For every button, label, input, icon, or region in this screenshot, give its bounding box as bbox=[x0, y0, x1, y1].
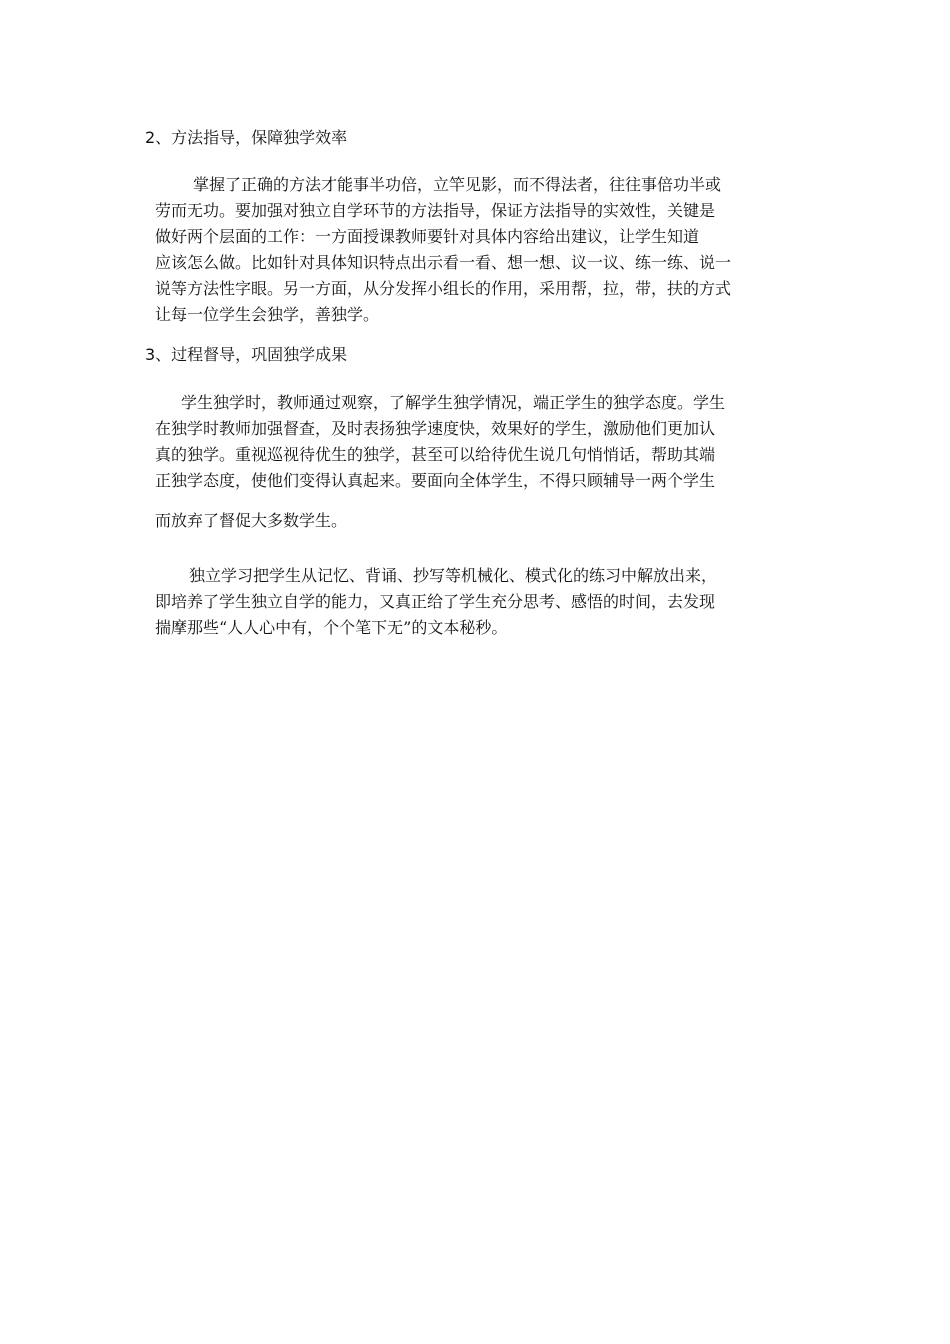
paragraph-line: 学生独学时，教师通过观察，了解学生独学情况，端正学生的独学态度。学生 bbox=[181, 393, 726, 412]
paragraph-line: 正独学态度，使他们变得认真起来。要面向全体学生，不得只顾辅导一两个学生 bbox=[155, 471, 716, 490]
paragraph-line: 做好两个层面的工作：一方面授课教师要针对具体内容给出建议，让学生知道 bbox=[155, 227, 700, 246]
paragraph-method-guidance bbox=[155, 172, 815, 328]
paragraph-line: 说等方法性字眼。另一方面，从分发挥小组长的作用，采用帮，拉，带，扶的方式 bbox=[155, 279, 732, 298]
paragraph-line: 独立学习把学生从记忆、背诵、抄写等机械化、模式化的练习中解放出来， bbox=[189, 566, 718, 585]
paragraph-line: 让每一位学生会独学，善独学。 bbox=[155, 305, 380, 324]
paragraph-line: 而放弃了督促大多数学生。 bbox=[155, 511, 348, 530]
section-heading-method-guidance: 2、方法指导，保障独学效率 bbox=[145, 128, 348, 147]
paragraph-line: 即培养了学生独立自学的能力，又真正给了学生充分思考、感悟的时间，去发现 bbox=[155, 592, 716, 611]
paragraph-process-supervision bbox=[155, 390, 815, 534]
section-heading-process-supervision: 3、过程督导，巩固独学成果 bbox=[145, 345, 348, 364]
paragraph-line: 真的独学。重视巡视待优生的独学，甚至可以给待优生说几句悄悄话，帮助其端 bbox=[155, 445, 716, 464]
paragraph-line: 在独学时教师加强督查，及时表扬独学速度快，效果好的学生，激励他们更加认 bbox=[155, 419, 716, 438]
paragraph-line: 揣摩那些“人人心中有，个个笔下无”的文本秘秒。 bbox=[155, 618, 508, 637]
paragraph-line: 掌握了正确的方法才能事半功倍，立竿见影，而不得法者，往往事倍功半或 bbox=[193, 175, 722, 194]
paragraph-line: 劳而无功。要加强对独立自学环节的方法指导，保证方法指导的实效性，关键是 bbox=[155, 201, 716, 220]
paragraph-conclusion bbox=[155, 563, 815, 641]
paragraph-line: 应该怎么做。比如针对具体知识特点出示看一看、想一想、议一议、练一练、说一 bbox=[155, 253, 732, 272]
